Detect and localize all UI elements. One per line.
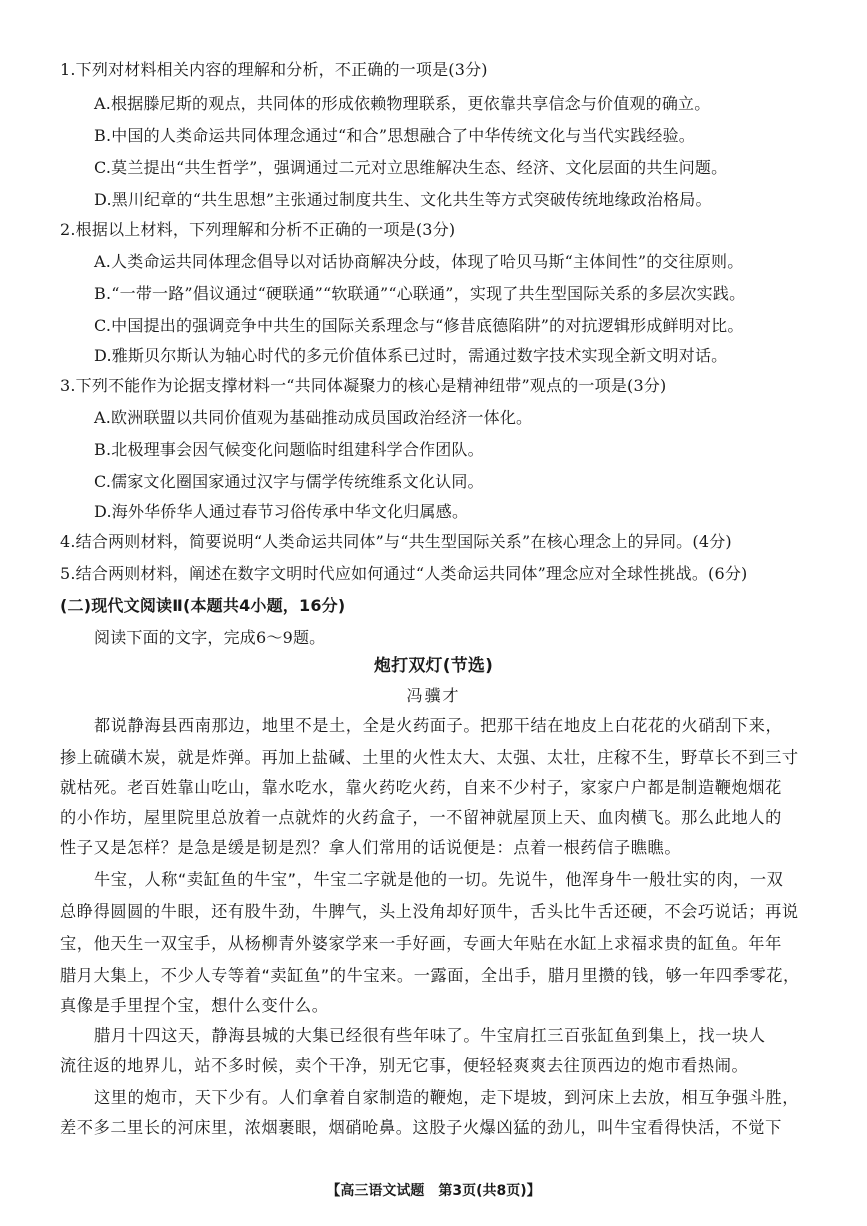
question-1-option-c: C.莫兰提出“共生哲学”，强调通过二元对立思维解决生态、经济、文化层面的共生问题。 bbox=[94, 158, 728, 177]
passage-line: 都说静海县西南那边，地里不是土，全是火药面子。把那干结在地皮上白花花的火硝刮下来， bbox=[94, 716, 783, 735]
passage-line: 掺上硫磺木炭，就是炸弹。再加上盐碱、土里的火性太大、太强、太壮，庄稼不生，野草长不到三寸 bbox=[60, 748, 799, 767]
question-3-option-a: A.欧洲联盟以共同价值观为基础推动成员国政治经济一体化。 bbox=[94, 408, 533, 427]
passage-line: 总睁得圆圆的牛眼，还有股牛劲，牛脾气，头上没角却好顶牛，舌头比牛舌还硬，不会巧说话；再说 bbox=[60, 902, 799, 921]
question-3-option-c: C.儒家文化圈国家通过汉字与儒学传统维系文化认同。 bbox=[94, 472, 484, 491]
passage-line: 这里的炮市，天下少有。人们拿着自家制造的鞭炮，走下堤坡，到河床上去放，相互争强斗胜， bbox=[94, 1088, 800, 1107]
question-2-stem: 2.根据以上材料，下列理解和分析不正确的一项是(3分) bbox=[60, 220, 456, 239]
passage-line: 就枯死。老百姓靠山吃山，靠水吃水，靠火药吃火药，自来不少村子，家家户户都是制造鞭炮烟花 bbox=[60, 778, 782, 797]
question-4: 4.结合两则材料，简要说明“人类命运共同体”与“共生型国际关系”在核心理念上的异同。(4分) bbox=[60, 532, 732, 551]
question-5: 5.结合两则材料，阐述在数字文明时代应如何通过“人类命运共同体”理念应对全球性挑战。(6分) bbox=[60, 564, 748, 583]
section-instruction: 阅读下面的文字，完成6～9题。 bbox=[94, 628, 326, 647]
passage-line: 的小作坊，屋里院里总放着一点就炸的火药盒子，一不留神就屋顶上天、血肉横飞。那么此地人的 bbox=[60, 808, 782, 827]
page-footer: 【高三语文试题 第3页(共8页)】 bbox=[326, 1183, 541, 1199]
question-1-option-a: A.根据滕尼斯的观点，共同体的形成依赖物理联系，更依靠共享信念与价值观的确立。 bbox=[94, 94, 711, 113]
question-3-option-b: B.北极理事会因气候变化问题临时组建科学合作团队。 bbox=[94, 440, 484, 459]
passage-line: 腊月十四这天，静海县城的大集已经很有些年味了。牛宝肩扛三百张缸鱼到集上，找一块人 bbox=[94, 1026, 766, 1045]
passage-line: 真像是手里捏个宝，想什么变什么。 bbox=[60, 996, 329, 1015]
passage-line: 宝，他天生一双宝手，从杨柳青外婆家学来一手好画，专画大年贴在水缸上求福求贵的缸鱼。年年 bbox=[60, 934, 782, 953]
section-heading: (二)现代文阅读Ⅱ(本题共4小题，16分) bbox=[60, 596, 346, 615]
question-2-option-a: A.人类命运共同体理念倡导以对话协商解决分歧，体现了哈贝马斯“主体间性”的交往原则。 bbox=[94, 252, 744, 271]
question-1-option-d: D.黑川纪章的“共生思想”主张通过制度共生、文化共生等方式突破传统地缘政治格局。 bbox=[94, 190, 712, 209]
question-3-option-d: D.海外华侨华人通过春节习俗传承中华文化归属感。 bbox=[94, 502, 469, 521]
question-1-stem: 1.下列对材料相关内容的理解和分析，不正确的一项是(3分) bbox=[60, 60, 488, 79]
passage-line: 流往返的地界儿，站不多时候，卖个干净，别无它事，便轻轻爽爽去往顶西边的炮市看热闹。 bbox=[60, 1056, 749, 1075]
passage-line: 牛宝，人称“卖缸鱼的牛宝”，牛宝二字就是他的一切。先说牛，他浑身牛一般壮实的肉，一双 bbox=[94, 870, 784, 889]
question-3-stem: 3.下列不能作为论据支撑材料一“共同体凝聚力的核心是精神纽带”观点的一项是(3分) bbox=[60, 376, 667, 395]
question-2-option-c: C.中国提出的强调竞争中共生的国际关系理念与“修昔底德陷阱”的对抗逻辑形成鲜明对比。 bbox=[94, 316, 744, 335]
question-1-option-b: B.中国的人类命运共同体理念通过“和合”思想融合了中华传统文化与当代实践经验。 bbox=[94, 126, 696, 145]
passage-line: 性子又是怎样？是急是缓是韧是烈？拿人们常用的话说便是：点着一根药信子瞧瞧。 bbox=[60, 838, 682, 857]
passage-author: 冯骥才 bbox=[406, 686, 461, 705]
passage-line: 腊月大集上，不少人专等着“卖缸鱼”的牛宝来。一露面，全出手，腊月里攒的钱，够一年四季零花， bbox=[60, 966, 800, 985]
passage-title: 炮打双灯(节选) bbox=[373, 656, 494, 676]
passage-line: 差不多二里长的河床里，浓烟裹眼，烟硝呛鼻。这股子火爆凶猛的劲儿，叫牛宝看得快活，不觉下 bbox=[60, 1118, 782, 1137]
question-2-option-b: B.“一带一路”倡议通过“硬联通”“软联通”“心联通”，实现了共生型国际关系的多层次实践。 bbox=[94, 284, 746, 303]
question-2-option-d: D.雅斯贝尔斯认为轴心时代的多元价值体系已过时，需通过数字技术实现全新文明对话。 bbox=[94, 346, 728, 365]
